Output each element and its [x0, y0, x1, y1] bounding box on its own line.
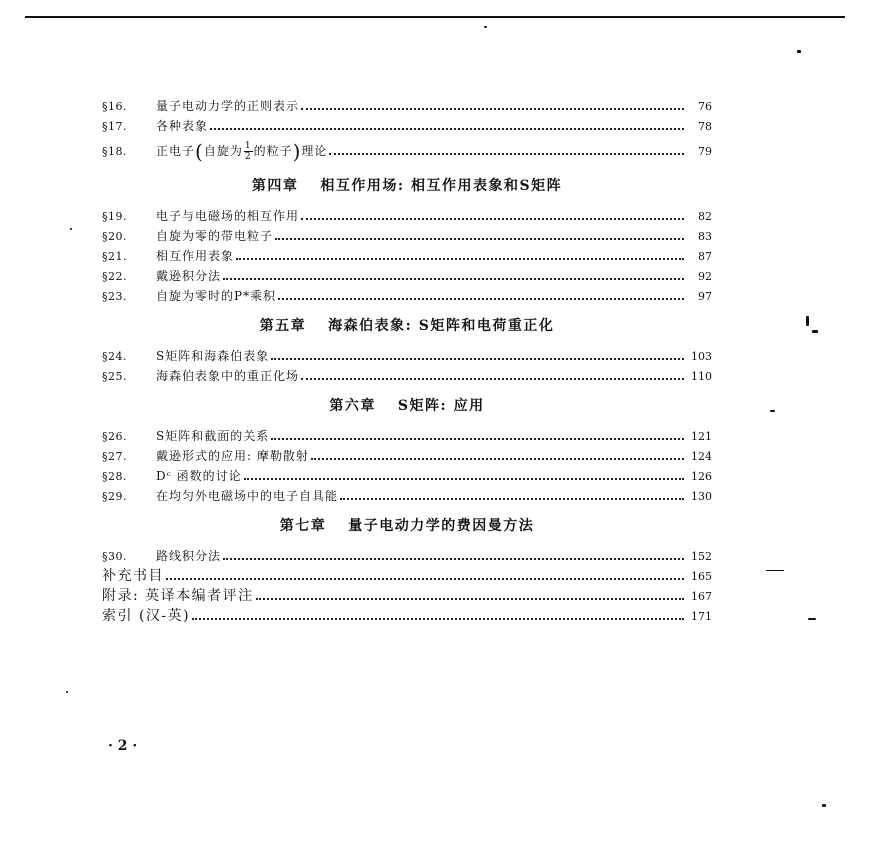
section-title: 戴逊形式的应用: 摩勒散射 [156, 449, 309, 463]
page-number: 171 [691, 610, 712, 623]
dot-leader [301, 378, 684, 380]
section-number: §27. [102, 450, 127, 463]
table-of-contents [102, 96, 712, 626]
page-number: 126 [691, 470, 712, 483]
page-number: 87 [698, 250, 712, 263]
dot-leader [192, 618, 684, 620]
chapter-heading[interactable] [102, 166, 712, 206]
section-title [156, 136, 327, 167]
scan-speck [822, 804, 826, 807]
dot-leader [223, 558, 684, 560]
scan-speck [797, 50, 801, 53]
page-number: 97 [698, 290, 712, 303]
scan-speck [806, 316, 809, 326]
dot-leader [301, 108, 684, 110]
title-prefix: 正电子 [156, 144, 196, 158]
toc-entry[interactable] [102, 466, 712, 486]
fraction-denominator: 2 [244, 152, 252, 162]
dot-leader [311, 458, 684, 460]
fraction-numerator: 1 [244, 141, 252, 151]
scan-speck [812, 330, 818, 333]
chapter-title: 海森伯表象: S矩阵和电荷重正化 [328, 318, 555, 334]
back-matter-title: 补充书目 [102, 568, 164, 584]
section-number: §23. [102, 290, 127, 303]
section-title: 电子与电磁场的相互作用 [156, 209, 300, 223]
left-paren: ( [195, 139, 204, 164]
dot-leader [278, 298, 684, 300]
toc-entry[interactable] [102, 486, 712, 506]
page-number: 83 [698, 230, 712, 243]
chapter-heading[interactable] [102, 306, 712, 346]
section-number: §30. [102, 550, 127, 563]
section-title: 相互作用表象 [156, 249, 235, 263]
section-number: §29. [102, 490, 127, 503]
section-number: §28. [102, 470, 127, 483]
section-title: 量子电动力学的正则表示 [156, 99, 300, 113]
page-number: 165 [691, 570, 712, 583]
section-title: 路线积分法 [156, 549, 222, 563]
toc-entry[interactable] [102, 226, 712, 246]
back-matter-title: 附录: 英译本编者评注 [102, 588, 254, 604]
section-title: 自旋为零时的P*乘积 [156, 289, 277, 303]
toc-entry[interactable] [102, 96, 712, 116]
toc-entry[interactable] [102, 266, 712, 286]
scan-speck [770, 410, 775, 412]
toc-entry[interactable] [102, 136, 712, 166]
title-suffix: 理论 [301, 144, 328, 158]
section-number: §19. [102, 210, 127, 223]
top-border-line [25, 16, 845, 18]
section-title: 海森伯表象中的重正化场 [156, 369, 300, 383]
section-number: §17. [102, 120, 127, 133]
page-number: 78 [698, 120, 712, 133]
page-number: 167 [691, 590, 712, 603]
page-number: 124 [691, 450, 712, 463]
dot-leader [301, 218, 684, 220]
section-title: 自旋为零的带电粒子 [156, 229, 274, 243]
page-number: 92 [698, 270, 712, 283]
toc-entry[interactable] [102, 446, 712, 466]
toc-entry[interactable] [102, 546, 712, 566]
dot-leader [223, 278, 684, 280]
section-number: §26. [102, 430, 127, 443]
right-paren: ) [292, 139, 302, 164]
section-number: §16. [102, 100, 127, 113]
page-number: 130 [691, 490, 712, 503]
chapter-title: S矩阵: 应用 [397, 398, 485, 414]
toc-entry[interactable] [102, 346, 712, 366]
dot-leader [340, 498, 684, 500]
dot-leader [271, 438, 684, 440]
back-matter-title: 索引 (汉-英) [102, 608, 191, 624]
chapter-label: 第六章 [329, 398, 376, 414]
section-title: 各种表象 [156, 119, 209, 133]
chapter-title: 相互作用场: 相互作用表象和S矩阵 [320, 178, 563, 194]
toc-entry[interactable] [102, 286, 712, 306]
section-title: S矩阵和截面的关系 [156, 429, 270, 443]
dot-leader [329, 153, 684, 155]
scan-speck [66, 691, 68, 693]
footer-page-number: · 2 · [108, 738, 138, 754]
toc-entry[interactable] [102, 366, 712, 386]
title-inner-pre: 自旋为 [203, 144, 243, 158]
page-number: 121 [691, 430, 712, 443]
dot-leader [236, 258, 684, 260]
toc-entry[interactable] [102, 206, 712, 226]
scan-speck [484, 26, 487, 28]
dot-leader [256, 598, 684, 600]
page-number: 76 [698, 100, 712, 113]
title-inner-post: 的粒子 [253, 144, 293, 158]
fraction-one-half [244, 141, 253, 162]
section-title: 戴逊积分法 [156, 269, 222, 283]
section-number: §21. [102, 250, 127, 263]
page-number: 110 [691, 370, 712, 383]
chapter-heading[interactable] [102, 386, 712, 426]
page-number: 82 [698, 210, 712, 223]
dot-leader [210, 128, 684, 130]
chapter-label: 第四章 [251, 178, 299, 194]
page-number: 152 [691, 550, 712, 563]
section-title: 在均匀外电磁场中的电子自具能 [156, 489, 339, 503]
dot-leader [166, 578, 684, 580]
back-matter-entry[interactable] [102, 566, 712, 586]
chapter-label: 第七章 [279, 518, 327, 534]
scan-speck [70, 228, 72, 230]
scan-speck [766, 570, 784, 571]
toc-entry[interactable] [102, 116, 712, 136]
dot-leader [271, 358, 684, 360]
section-number: §25. [102, 370, 127, 383]
chapter-label: 第五章 [259, 318, 307, 334]
page-number: 103 [691, 350, 712, 363]
toc-entry[interactable] [102, 426, 712, 446]
section-title: S矩阵和海森伯表象 [156, 349, 270, 363]
section-title: Dᶜ 函数的讨论 [156, 469, 242, 483]
chapter-heading[interactable] [102, 506, 712, 546]
back-matter-entry[interactable] [102, 606, 712, 626]
scan-speck [808, 618, 816, 620]
dot-leader [275, 238, 684, 240]
chapter-title: 量子电动力学的费因曼方法 [348, 518, 535, 534]
section-number: §22. [102, 270, 127, 283]
dot-leader [244, 478, 684, 480]
back-matter-entry[interactable] [102, 586, 712, 606]
toc-entry[interactable] [102, 246, 712, 266]
page-number: 79 [698, 145, 712, 158]
section-number: §20. [102, 230, 127, 243]
section-number: §18. [102, 145, 127, 158]
section-number: §24. [102, 350, 127, 363]
